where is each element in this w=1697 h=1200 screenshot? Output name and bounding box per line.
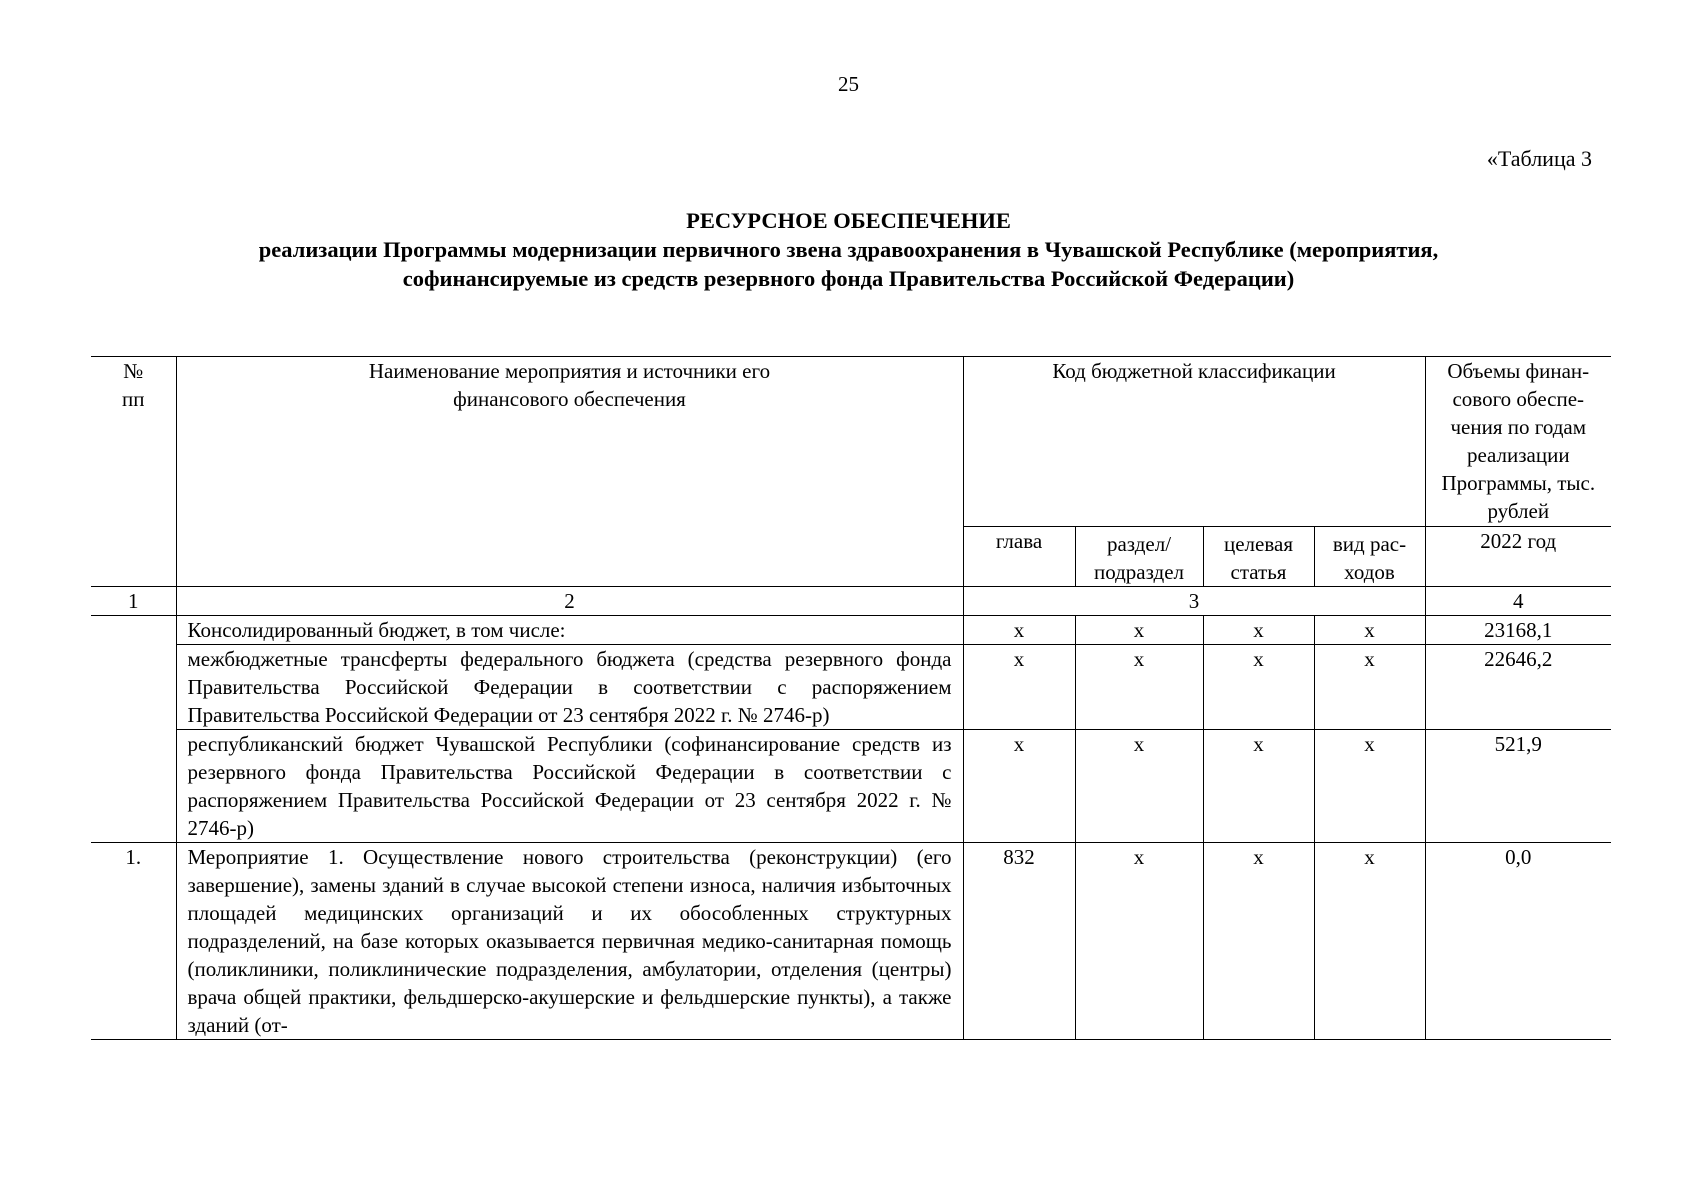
header-year: 2022 год xyxy=(1425,527,1611,587)
row-num xyxy=(91,645,176,730)
table-row xyxy=(91,645,1611,730)
document-title xyxy=(0,206,1697,293)
row-celevaya: х xyxy=(1203,843,1314,1040)
header-volume: Объемы финан-сового обеспе-чения по годам реализации Программы, тыс. рублей xyxy=(1425,357,1611,527)
table-row xyxy=(91,730,1611,843)
row-razdel: х xyxy=(1075,645,1203,730)
row-celevaya: х xyxy=(1203,616,1314,645)
title-line-3: софинансируемые из средств резервного фонда Правительства Российской Федерации) xyxy=(402,266,1295,291)
column-number: 2 xyxy=(176,587,963,616)
row-value: 521,9 xyxy=(1425,730,1611,843)
title-line-2: реализации Программы модернизации первичного звена здравоохранения в Чувашской Республике (мероприятия, xyxy=(258,237,1439,262)
header-name xyxy=(176,357,963,587)
header-name-text: Наименование мероприятия и источники его финансового обеспечения xyxy=(368,359,771,411)
row-name: межбюджетные трансферты федерального бюджета (средства резервного фонда Правительства Российской Федерации в соответствии с распоряжением Правительства Российской Федерации от 23 сентября 2022 г. № 2746-р) xyxy=(176,645,963,730)
title-line-1: РЕСУРСНОЕ ОБЕСПЕЧЕНИЕ xyxy=(686,208,1011,233)
row-value: 22646,2 xyxy=(1425,645,1611,730)
row-celevaya: х xyxy=(1203,730,1314,843)
row-glava: х xyxy=(963,616,1075,645)
row-vid: х xyxy=(1314,645,1425,730)
header-vid: вид рас-ходов xyxy=(1314,527,1425,587)
row-vid: х xyxy=(1314,616,1425,645)
row-razdel: х xyxy=(1075,616,1203,645)
row-celevaya: х xyxy=(1203,645,1314,730)
table-row xyxy=(91,616,1611,645)
table-reference: «Таблица 3 xyxy=(1486,146,1592,171)
row-value: 23168,1 xyxy=(1425,616,1611,645)
header-celevaya: целевая статья xyxy=(1203,527,1314,587)
row-name: Консолидированный бюджет, в том числе: xyxy=(176,616,963,645)
page-number: 25 xyxy=(838,72,859,96)
row-name: республиканский бюджет Чувашской Республики (софинансирование средств из резервного фонда Правительства Российской Федерации в соответствии с распоряжением Правительства Российской Федерации от 23 сентября 2022 г. № 2746-р) xyxy=(176,730,963,843)
table-row xyxy=(91,843,1611,1040)
column-numbers-row xyxy=(91,587,1611,616)
row-num: 1. xyxy=(91,843,176,1040)
row-vid: х xyxy=(1314,730,1425,843)
row-glava: х xyxy=(963,730,1075,843)
row-vid: х xyxy=(1314,843,1425,1040)
row-num xyxy=(91,730,176,843)
column-number: 1 xyxy=(91,587,176,616)
row-glava: 832 xyxy=(963,843,1075,1040)
header-num: № пп xyxy=(91,357,176,587)
header-razdel: раздел/ подраздел xyxy=(1075,527,1203,587)
row-name: Мероприятие 1. Осуществление нового строительства (реконструкции) (его завершение), замены зданий в случае высокой степени износа, наличия избыточных площадей медицинских организаций и их обособленных структурных подразделений, на базе которых оказывается первичная медико-санитарная помощь (поликлиники, поликлинические подразделения, амбулатории, отделения (центры) врача общей практики, фельдшерско-акушерские и фельдшерские пункты), а также зданий (от- xyxy=(176,843,963,1040)
header-glava: глава xyxy=(963,527,1075,587)
row-glava: х xyxy=(963,645,1075,730)
resource-table xyxy=(91,356,1611,1040)
column-number: 3 xyxy=(963,587,1425,616)
row-value: 0,0 xyxy=(1425,843,1611,1040)
row-razdel: х xyxy=(1075,843,1203,1040)
row-num xyxy=(91,616,176,645)
header-kbk: Код бюджетной классификации xyxy=(963,357,1425,527)
row-razdel: х xyxy=(1075,730,1203,843)
column-number: 4 xyxy=(1425,587,1611,616)
